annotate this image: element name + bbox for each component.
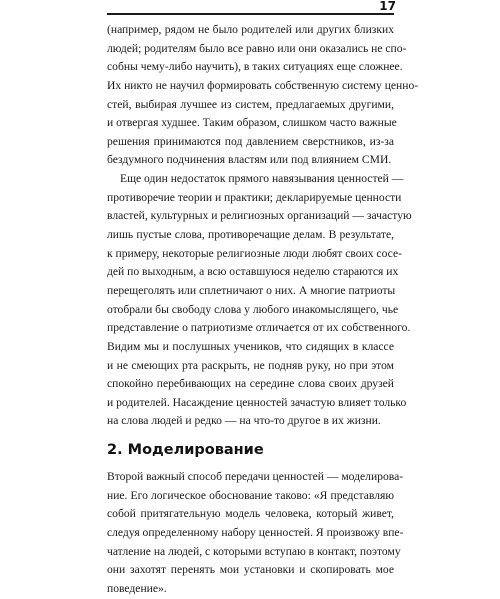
text-line: они захотят перенять мои установки и скопировать мое (107, 563, 394, 577)
text-line: противоречие теории и практики; декларируемые ценности (107, 190, 402, 204)
text-line: спокойно перебивающих на середине слова своих друзей (107, 377, 394, 391)
text-line: (например, рядом не было родителей или других близких (107, 23, 394, 36)
paragraph-3 (107, 468, 404, 598)
text-line: перещеголять или сплетничают о них. А многие патриоты (107, 283, 396, 297)
text-line: властей, культурных и религиозных организаций — зачастую (107, 209, 412, 223)
text-line: решения принимаются под давлением сверстников, из-за (107, 134, 394, 148)
text-line: людей; родителям было все равно или они оказались не спо- (107, 41, 407, 55)
text-line: бездумного подчинения властям или под влиянием СМИ. (107, 153, 392, 167)
text-line: собой притягательную модель человека, который живет, (107, 507, 394, 521)
text-line: к примеру, некоторые религиозные люди любят своих сосе- (107, 246, 402, 260)
text-line: на слова людей и редко — на что-то другое в их жизни. (107, 414, 381, 428)
text-line: и родителей. Насаждение ценностей зачастую влияет только (107, 395, 407, 409)
text-line: следуя определенному набору ценностей. Я произвожу впе- (107, 526, 404, 540)
text-line: Их никто не научил формировать собственную систему ценно- (107, 78, 419, 92)
text-line: Видим мы и послушных учеников, что сидящих в классе (107, 339, 394, 353)
text-line: стей, выбирая лучшее из систем, предлагаемых другими, (107, 97, 394, 111)
text-line: отобрали бы свободу слова у любого инакомыслящего, чье (107, 302, 399, 316)
text-line: лишь пустые слова, противоречащие делам. В результате, (107, 228, 394, 242)
text-line: и отвергая худшее. Таким образом, слишком часто важные (107, 116, 397, 130)
text-line: Второй важный способ передачи ценностей — моделирова- (107, 470, 404, 484)
text-line: ние. Его логическое обоснование таково: «Я представляю (107, 488, 394, 502)
section-heading: 2. Моделирование (107, 442, 264, 459)
paragraph-2 (107, 170, 412, 431)
text-line: и не смеющих рта раскрыть, не подняв руку, но при этом (107, 358, 394, 372)
text-line: представление о патриотизме отличается от их собственного. (107, 321, 411, 335)
header-rule (107, 13, 394, 15)
text-line: собны чему-либо научить), в таких ситуациях еще сложнее. (107, 60, 403, 74)
page-number: 17 (379, 0, 396, 13)
text-line: чатление на людей, с которыми вступаю в контакт, поэтому (107, 544, 401, 558)
text-line: дей по выходным, а всю оставшуюся неделю стараются их (107, 265, 399, 279)
paragraph-1 (107, 21, 419, 170)
text-line: поведение». (107, 581, 167, 595)
text-line: Еще один недостаток прямого навязывания ценностей — (120, 172, 404, 186)
page-body (107, 21, 419, 599)
